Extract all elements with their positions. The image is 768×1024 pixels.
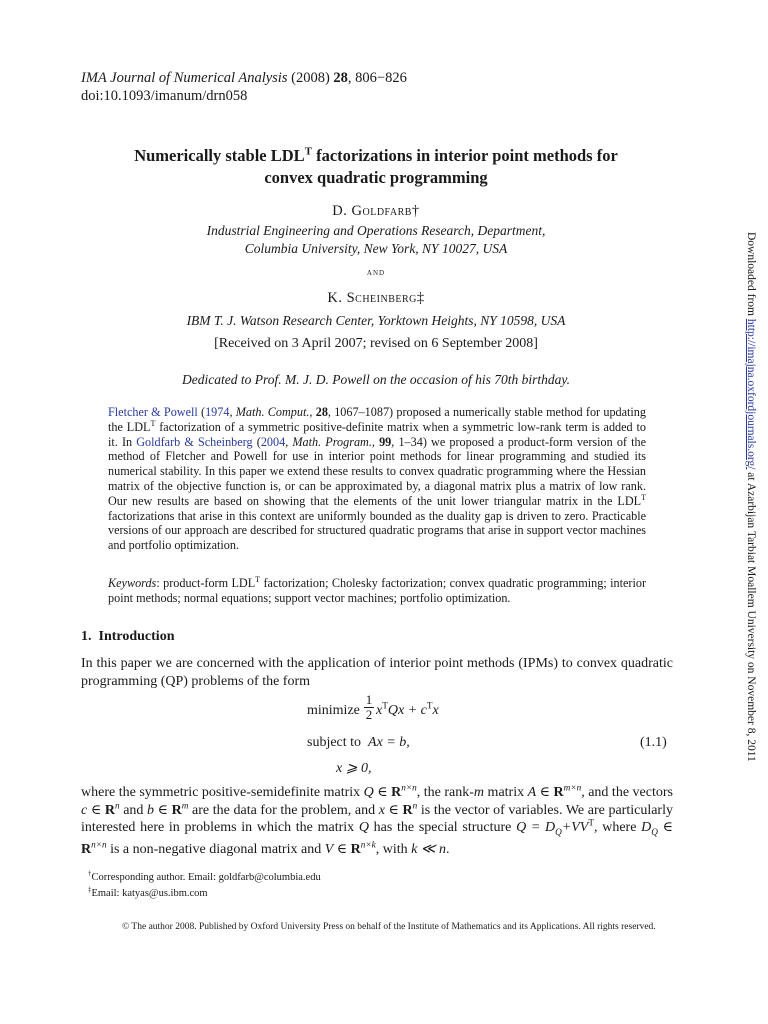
p-text: , where — [594, 820, 642, 835]
journal-name: IMA Journal of Numerical Analysis — [81, 70, 288, 86]
footnote-text: Corresponding author. Email: goldfarb@columbia.edu — [91, 872, 321, 883]
abstract-text: factorization of a symmetric positive-definite matrix when a symmetric low-rank term is added to it. In — [108, 419, 646, 449]
footnote — [88, 886, 321, 902]
journal-citation — [81, 70, 407, 87]
p-math: b — [147, 802, 155, 818]
p-text: ∈ — [333, 842, 351, 858]
equation-nonnegativity: x ⩾ 0, — [336, 761, 372, 776]
dedication: Dedicated to Prof. M. J. D. Powell on the occasion of his 70th birthday. — [182, 372, 570, 387]
citation-link[interactable]: Fletcher & Powell — [108, 405, 198, 419]
p-math: A — [527, 785, 537, 800]
sidebar-text: Downloaded from — [745, 232, 757, 319]
keywords-label: Keywords — [108, 576, 157, 590]
p-math: x — [378, 802, 385, 818]
abstract-journal: Math. Comput. — [235, 405, 310, 419]
p-math: +VV — [561, 820, 589, 835]
p-math: m — [473, 785, 485, 800]
fraction-numerator: 1 — [365, 692, 373, 707]
p-text: where the symmetric positive-semidefinite matrix — [81, 785, 364, 800]
abstract-text: , — [285, 434, 293, 449]
p-text: has the special structure — [368, 820, 517, 835]
affiliation-text: Industrial Engineering and Operations Research, Department, — [206, 223, 546, 238]
p-math: k ≪ n — [411, 842, 446, 858]
equation-objective — [376, 700, 439, 719]
p-math: Q — [363, 785, 374, 800]
p-text: ∈ — [384, 802, 403, 818]
abstract-superscript: T — [150, 418, 156, 428]
p-text: , the rank- — [416, 785, 474, 800]
p-text: . — [445, 842, 450, 858]
p-math: R — [171, 802, 182, 818]
doi: doi:10.1093/imanum/drn058 — [81, 88, 248, 104]
keywords-superscript: T — [255, 574, 261, 584]
p-text: ∈ — [373, 785, 392, 800]
p-text: , with — [375, 842, 412, 858]
keywords-text: factorization; Cholesky factorization; convex quadratic programming; interior point methods; normal equations; support vector machines; portfolio optimization. — [108, 576, 646, 605]
citation-link[interactable]: Goldfarb & Scheinberg — [136, 434, 253, 449]
abstract-text: factorizations that arise in this context are uniformly bounded as the duality gap is driven to zero. Practicable versions of our approach are described for structured quadratic programs that arise in support vector machines and portfolio optimization. — [108, 508, 646, 553]
eq-sup: T — [382, 700, 388, 711]
p-sup: m×n — [563, 782, 582, 793]
p-math: R — [391, 785, 402, 800]
keywords — [108, 576, 646, 606]
fraction-denominator: 2 — [365, 707, 373, 722]
p-text: , and the vectors — [581, 785, 673, 800]
eq-part: Ax = b, — [368, 735, 410, 750]
abstract-text: , — [371, 434, 380, 449]
eq-sup: T — [426, 700, 433, 711]
eq-part: x — [432, 703, 439, 718]
abstract-text: , — [229, 405, 236, 419]
abstract — [108, 405, 646, 553]
author-affiliation: IBM T. J. Watson Research Center, Yorktown Heights, NY 10598, USA — [186, 313, 566, 328]
journal-volume: 28 — [333, 70, 348, 86]
abstract-text: , 1–34) we proposed a product-form version of the method of Fletcher and Powell for use in interior point methods for linear programming and studied its numerical stability. In this paper we extend these results to convex quadratic programming where the Hessian matrix of the objective function is, or can be approximated by, a diagonal matrix plus a matrix of low rank. Our new results are based on showing that the elements of the unit lower triangular matrix in the LDL — [108, 434, 647, 508]
abstract-text: , — [309, 405, 316, 419]
p-math: Q = D — [516, 820, 556, 835]
eq-part: Qx + c — [387, 703, 427, 718]
p-math: R — [553, 785, 564, 800]
p-text: matrix — [484, 785, 528, 800]
p-sup: n×n — [91, 839, 107, 850]
p-text: ∈ — [87, 802, 105, 818]
p-text: and — [119, 802, 148, 818]
footnotes — [88, 870, 321, 901]
footnote — [88, 870, 321, 886]
received-dates: [Received on 3 April 2007; revised on 6 September 2008] — [214, 336, 538, 351]
p-sup: m — [181, 799, 189, 810]
author-affiliation — [96, 222, 656, 258]
abstract-text: , 1067–1087) proposed a numerically stable method for updating the LDL — [108, 405, 646, 434]
p-math: c — [81, 802, 88, 818]
eq-part: x — [376, 703, 383, 718]
p-math: R — [81, 842, 92, 858]
section-number: 1. — [81, 629, 92, 644]
p-math: R — [350, 842, 361, 858]
p-sup: n — [412, 799, 418, 810]
copyright-notice: © The author 2008. Published by Oxford University Press on behalf of the Institute of Mathematics and its Applications. All rights reserved. — [122, 922, 656, 932]
author-name: K. Scheinberg‡ — [327, 290, 425, 306]
title-text: convex quadratic programming — [264, 168, 488, 187]
intro-paragraph: In this paper we are concerned with the application of interior point methods (IPMs) to convex quadratic programming (QP) problems of the form — [81, 656, 673, 689]
journal-pages: , 806−826 — [347, 70, 407, 86]
abstract-text: ( — [252, 434, 261, 449]
citation-year-link[interactable]: 2004 — [260, 434, 286, 449]
p-math: D — [641, 820, 652, 835]
equation-constraint — [307, 735, 410, 751]
p-math: R — [402, 802, 413, 818]
eq-part: subject to — [307, 735, 362, 750]
p-sub: Q — [555, 826, 562, 837]
equation-fraction — [364, 693, 374, 722]
p-text: ∈ — [154, 802, 172, 818]
footnote-text: Email: katyas@us.ibm.com — [91, 887, 208, 899]
sidebar-url-link[interactable]: http://imajna.oxfordjournals.org/ — [745, 318, 757, 470]
p-math: R — [104, 802, 115, 818]
intro-paragraph — [81, 784, 673, 859]
p-sup: T — [588, 817, 595, 828]
affiliation-text: Columbia University, New York, NY 10027, USA — [244, 241, 508, 256]
p-sup: n×n — [401, 782, 417, 793]
sidebar-text: at Azarbijan Tarbiat Moallem University on November 8, 2011 — [745, 469, 757, 762]
p-sub: Q — [651, 826, 658, 837]
author-separator: and — [366, 267, 386, 278]
footnote-mark: † — [88, 870, 92, 878]
journal-year: (2008) — [291, 70, 330, 86]
p-text: is a non-negative diagonal matrix and — [106, 842, 325, 858]
p-text: are the data for the problem, and — [188, 802, 379, 818]
title-text: factorizations in interior point methods for — [311, 146, 618, 165]
abstract-superscript: T — [641, 492, 646, 502]
footnote-mark: ‡ — [88, 886, 92, 893]
abstract-volume: 99 — [379, 434, 392, 449]
equation-number: (1.1) — [640, 735, 667, 750]
download-sidebar — [745, 232, 757, 772]
abstract-text: ( — [197, 405, 206, 419]
section-heading — [81, 629, 174, 645]
title-text: Numerically stable LDL — [134, 146, 305, 165]
p-sup: n×k — [360, 839, 376, 850]
keywords-text: : product-form LDL — [156, 576, 256, 590]
abstract-volume: 28 — [315, 405, 328, 419]
p-text: ∈ — [536, 785, 554, 800]
abstract-journal: Math. Program. — [292, 434, 372, 449]
paper-title — [96, 145, 656, 189]
equation-minimize: minimize — [307, 703, 360, 718]
p-text: ∈ — [657, 820, 673, 835]
p-sup: n — [114, 799, 120, 810]
p-text: is the vector of variables. We are particularly interested here in problems in which the matrix — [81, 802, 673, 835]
title-superscript: T — [304, 145, 312, 158]
citation-year-link[interactable]: 1974 — [205, 405, 230, 419]
author-name: D. Goldfarb† — [332, 203, 420, 219]
section-title: Introduction — [98, 629, 175, 644]
p-math: V — [324, 842, 334, 858]
p-math: Q — [358, 820, 369, 835]
